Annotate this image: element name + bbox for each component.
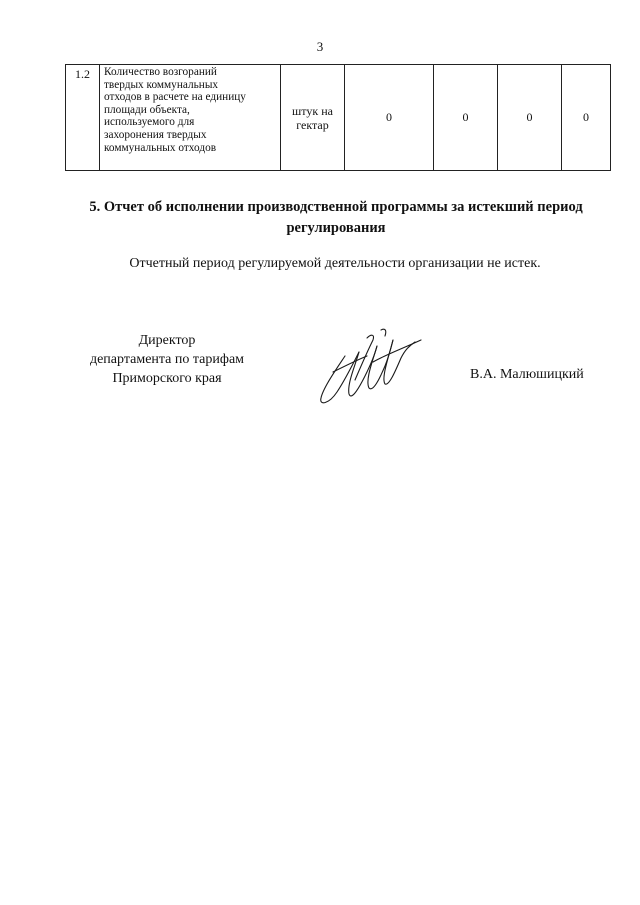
value-cell: 0 — [434, 65, 498, 171]
metrics-table — [65, 64, 611, 171]
section-title-line: 5. Отчет об исполнении производственной программы за истекший период — [89, 199, 583, 215]
handwritten-signature — [315, 326, 425, 408]
value-cell: 0 — [498, 65, 562, 171]
description-line: используемого для — [104, 116, 195, 129]
row-description-cell — [100, 65, 281, 171]
section-title-line: регулирования — [286, 220, 386, 236]
page-number: 3 — [316, 39, 324, 54]
description-line: коммунальных отходов — [104, 141, 217, 154]
unit-line: гектар — [296, 117, 329, 132]
signer-name: В.А. Малюшицкий — [470, 367, 584, 382]
value-cell: 0 — [562, 65, 611, 171]
description-line: площади объекта, — [104, 103, 190, 116]
signer-title-line: Приморского края — [112, 371, 222, 386]
signer-title-line: Директор — [138, 333, 196, 348]
description-line: отходов в расчете на единицу — [104, 91, 246, 104]
status-text: Отчетный период регулируемой деятельности организации не истек. — [129, 256, 541, 271]
row-number-cell: 1.2 — [66, 65, 100, 171]
signer-title — [62, 331, 272, 388]
signer-title-line: департамента по тарифам — [89, 352, 245, 367]
description-line: Количество возгораний — [104, 66, 217, 78]
section-title — [66, 197, 606, 239]
unit-cell — [281, 65, 345, 171]
value-cell: 0 — [345, 65, 434, 171]
description-line: захоронения твердых — [104, 128, 207, 141]
table-row — [66, 65, 611, 171]
description-line: твердых коммунальных — [104, 78, 219, 91]
unit-line: штук на — [292, 103, 333, 118]
